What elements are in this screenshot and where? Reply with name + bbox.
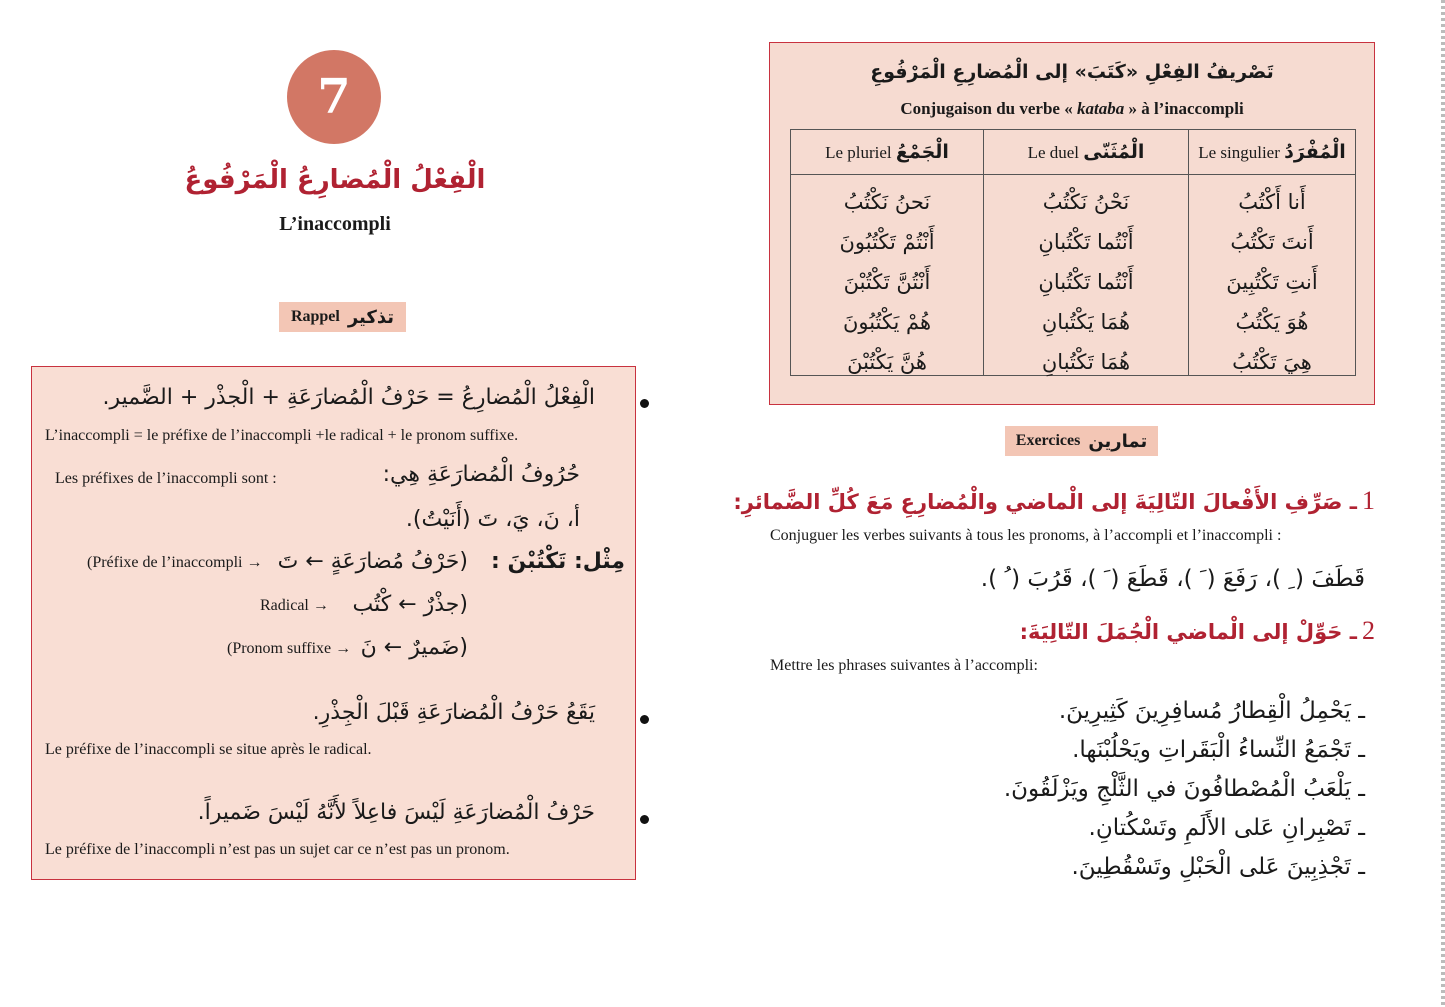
conjugation-title-fr-post: » à l’inaccompli [1124,99,1244,118]
conjugation-title-french [770,99,1374,119]
conjugation-title-fr-verb: kataba [1076,99,1125,118]
exercise-2-sentence: ـ تَجْذِبِينَ عَلى الْحَبْلِ وتَسْقُطِينَ. [1071,854,1365,880]
rule-1-arabic: الْفِعْلُ الْمُضارِعُ = حَرْفُ الْمُضارَعَةِ + الْجذْر + الضَّمير. [102,385,595,410]
rules-box [31,366,636,880]
plural-form: أَنْتُمْ تَكْتُبُونَ [839,230,935,254]
example-1-arabic: (حَرْفُ مُضارَعَةٍ ← تَ [277,549,468,574]
example-3-french: (Pronom suffixe → [227,640,352,657]
singular-column [1189,175,1356,376]
exercise-1-instruction: Conjuguer les verbes suivants à tous les pronoms, à l’accompli et l’inaccompli : [770,527,1282,544]
exercise-2-heading [1020,616,1375,646]
dual-form: هُمَا يَكْتُبانِ [1041,310,1131,334]
header-dual-fr: Le duel [1027,143,1080,162]
lesson-title-french: L’inaccompli [279,213,391,235]
rule-2-french: Le préfixe de l’inaccompli se situe après le radical. [45,741,372,758]
exercise-1-number: 1 [1362,486,1375,515]
exercise-2-title: ـ حَوِّلْ إلى الْماضي الْجُمَلَ التّالِيَةَ: [1019,620,1357,644]
rule-2-arabic: يَقَعُ حَرْفُ الْمُضارَعَةِ قَبْلَ الْجِذْرِ. [312,700,595,725]
plural-form: هُمْ يَكْتُبُونَ [842,310,932,334]
exercise-2-sentence: ـ يَحْمِلُ الْقِطارُ مُسافِرِينَ كَثِيرِينَ. [1058,698,1365,724]
rule-1-french: L’inaccompli = le préfixe de l’inaccompli +le radical + le pronom suffixe. [45,427,519,444]
exercise-2-sentence: ـ تَصْبِرانِ عَلى الأَلَمِ وتَسْكُتانِ. [1088,815,1365,841]
header-dual-ar: الْمُثَنّى [1083,141,1145,163]
dual-form: نَحْنُ نَكْتُبُ [1042,190,1130,214]
prefixes-heading-arabic: حُرُوفُ الْمُضارَعَةِ هِي: [382,462,580,487]
dual-column [984,175,1189,376]
header-singular-fr: Le singulier [1198,143,1280,162]
header-dual [984,130,1189,175]
header-plural-fr: Le pluriel [825,143,892,162]
singular-form: هِيَ تَكْتُبُ [1232,350,1312,374]
singular-form: أَنا أَكْتُبُ [1238,190,1306,214]
lesson-title-arabic: الْفِعْلُ الْمُضارِعُ الْمَرْفُوعُ [184,165,486,195]
example-3-arabic: (ضَميرٌ ← نَ [360,635,468,660]
dual-form: أَنْتُما تَكْتُبانِ [1038,230,1134,254]
plural-form: نَحنُ نَكْتُبُ [843,190,931,214]
header-plural-ar: الْجَمْعُ [895,141,949,163]
conjugation-header-row [791,130,1356,175]
plural-column [791,175,984,376]
conjugation-title-arabic: تَصْريفُ الفِعْلِ «كَتَبَ» إلى الْمُضارِعِ الْمَرْفُوعِ [870,61,1274,83]
exercises-tag-fr: Exercices [1015,432,1081,449]
exercise-1-title: ـ صَرِّفِ الأَفْعالَ التّالِيَةَ إلى الْماضي والْمُضارِعِ مَعَ كُلِّ الضَّمائرِ: [733,490,1357,514]
dual-form: أَنْتُما تَكْتُبانِ [1038,270,1134,294]
conjugation-table [790,129,1356,376]
exercise-2-number: 2 [1362,616,1375,645]
exercise-1-verbs: قَطَفَ ( ِ )، رَفَعَ ( َ )، قَطَعَ ( َ )، قَرُبَ ( ُ ). [980,566,1365,592]
conjugation-body-row [791,175,1356,376]
singular-form: هُوَ يَكْتُبُ [1235,310,1309,334]
prefixes-heading-french: Les préfixes de l’inaccompli sont : [55,470,277,487]
plural-form: أَنْتُنَّ تَكْتُبْنَ [843,270,931,294]
example-1-french: (Préfixe de l’inaccompli → [87,554,263,571]
rappel-tag-fr: Rappel [290,308,340,325]
rule-3-french: Le préfixe de l’inaccompli n’est pas un sujet car ce n’est pas un pronom. [45,841,510,858]
conjugation-title-fr-pre: Conjugaison du verbe « [900,99,1077,118]
lesson-number-badge [287,50,381,144]
example-label-arabic: مِثْل: تَكْتُبْنَ : [491,549,625,574]
rule-3-arabic: حَرْفُ الْمُضارَعَةِ لَيْسَ فاعِلاً لأَنَّهُ لَيْسَ ضَميراً. [197,800,595,825]
header-singular [1189,130,1356,175]
dual-form: هُمَا تَكْتُبانِ [1041,350,1131,374]
exercises-tag-ar: تمارين [1088,430,1148,452]
plural-form: هُنَّ يَكْتُبْنَ [847,350,927,374]
rappel-tag-ar: تذكير [347,306,395,328]
exercises-tag [1005,426,1158,456]
bullet-3 [640,815,649,824]
lesson-number: 7 [317,69,351,125]
prefixes-list-arabic: أ، نَ، يَ، تَ (أَنَيْتُ). [405,507,580,532]
header-plural [791,130,984,175]
example-2-french: Radical → [260,597,329,614]
exercise-2-sentence: ـ تَجْمَعُ النِّساءُ الْبَقَراتِ ويَحْلُبْنَها. [1072,737,1365,763]
exercise-1-heading [733,486,1375,516]
exercise-2-instruction: Mettre les phrases suivantes à l’accompli: [770,657,1038,674]
example-2-arabic: (جذْرٌ ← كْتُب [352,592,468,617]
bullet-1 [640,399,649,408]
conjugation-box [769,42,1375,405]
exercise-2-sentence: ـ يَلْعَبُ الْمُصْطافُونَ في الثَّلْجِ ويَزْلَقُونَ. [1003,776,1365,802]
bullet-2 [640,715,649,724]
singular-form: أَنتَ تَكْتُبُ [1230,230,1314,254]
header-singular-ar: الْمُفْرَدُ [1284,141,1346,163]
singular-form: أَنتِ تَكْتُبِينَ [1226,270,1318,294]
page-edge-divider [1441,0,1445,1007]
rappel-tag [279,302,406,332]
